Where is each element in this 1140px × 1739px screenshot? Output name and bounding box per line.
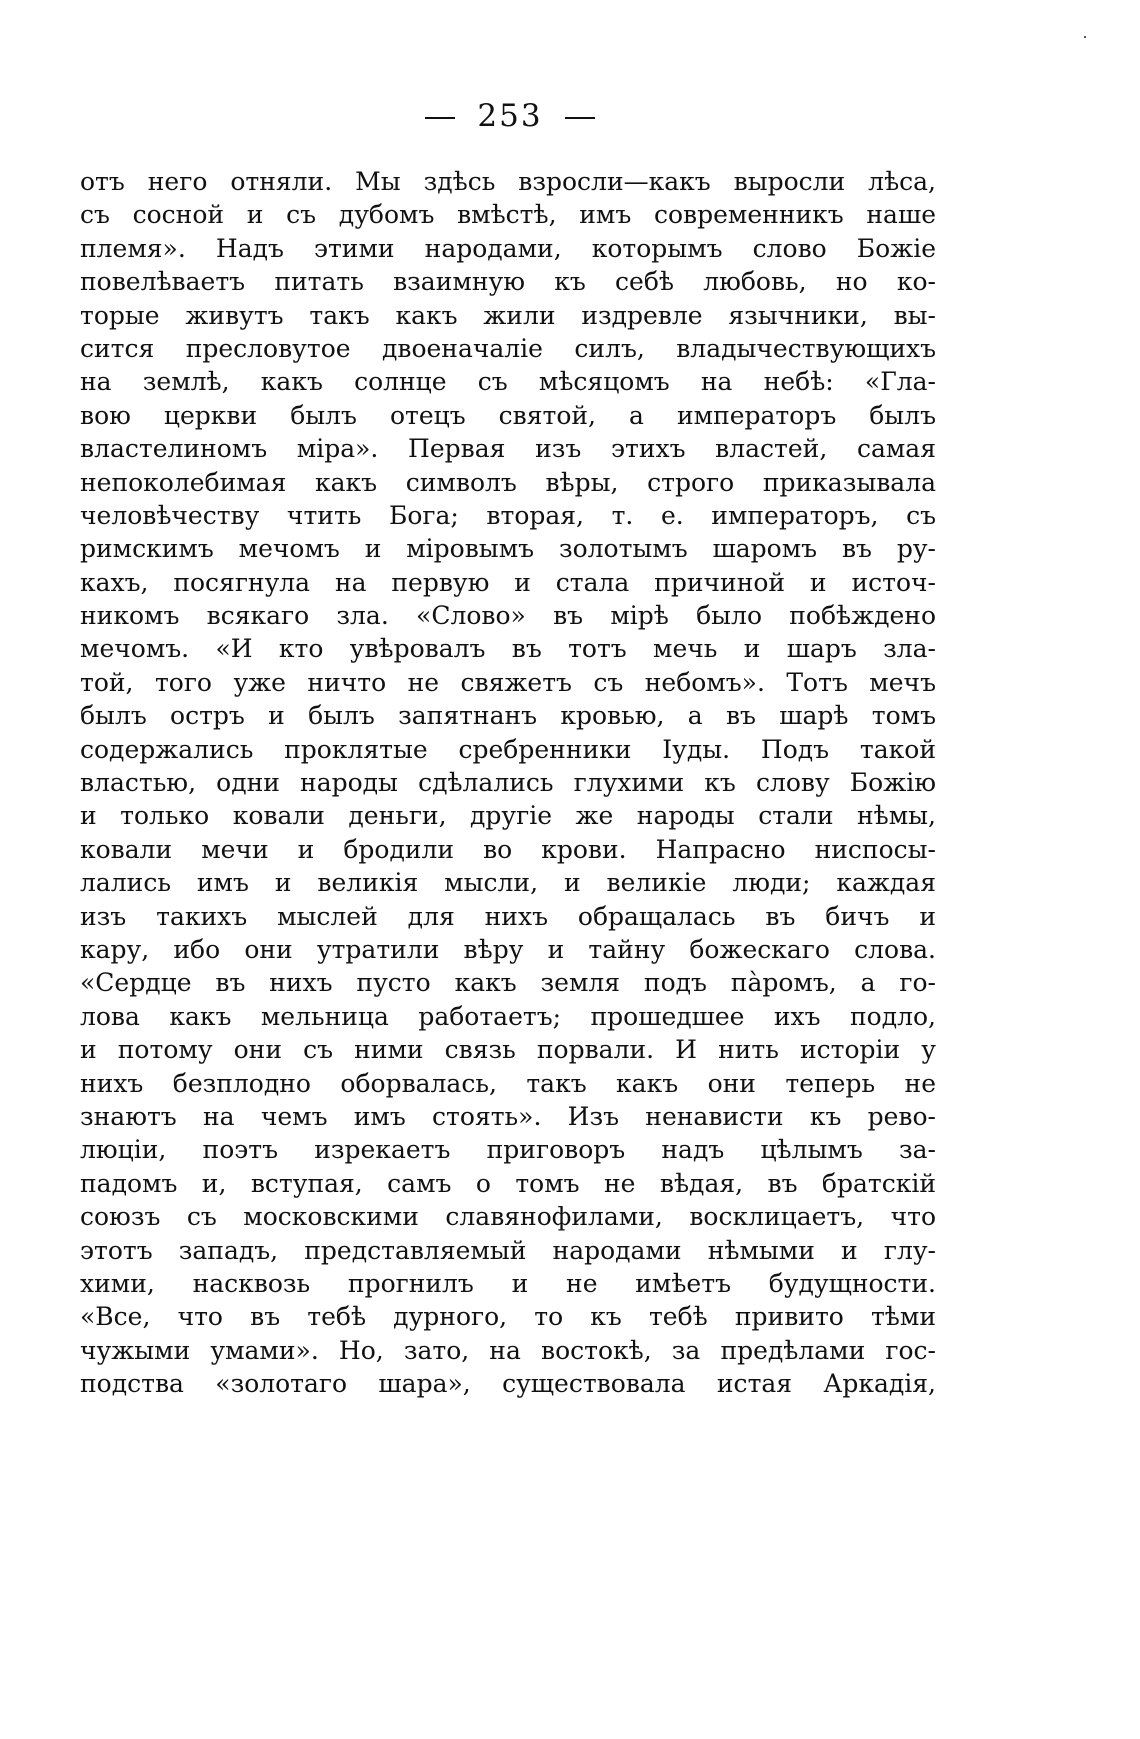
text-line: сится пресловутое двоеначаліе силъ, владычествующихъ xyxy=(80,333,936,363)
text-line: «Сердце въ нихъ пусто какъ земля подъ пàромъ, а го- xyxy=(80,968,936,998)
text-line: на землѣ, какъ солнце съ мѣсяцомъ на небѣ: «Гла- xyxy=(80,367,936,397)
text-line: властью, одни народы сдѣлались глухими къ слову Божію xyxy=(80,768,936,798)
right-dash xyxy=(565,117,595,119)
text-line: подства «золотаго шара», существовала истая Аркадія, xyxy=(80,1369,936,1399)
text-line: содержались проклятые сребренники Іуды. Подъ такой xyxy=(80,734,936,764)
text-line: римскимъ мечомъ и міровымъ золотымъ шаромъ въ ру- xyxy=(80,534,936,564)
text-line: хими, насквозь прогнилъ и не имѣетъ будущности. xyxy=(80,1268,936,1298)
text-line: этотъ западъ, представляемый народами нѣмыми и глу- xyxy=(80,1235,936,1265)
text-line: лова какъ мельница работаетъ; прошедшее ихъ подло, xyxy=(80,1001,936,1031)
scan-speck xyxy=(1084,36,1086,38)
text-line: союзъ съ московскими славянофилами, восклицаетъ, что xyxy=(80,1202,936,1232)
text-line: изъ такихъ мыслей для нихъ обращалась въ бичъ и xyxy=(80,901,936,931)
left-dash xyxy=(425,117,455,119)
text-line: племя». Надъ этими народами, которымъ слово Божіе xyxy=(80,233,936,263)
text-line: и потому они съ ними связь порвали. И нить исторіи у xyxy=(80,1035,936,1065)
text-line: лались имъ и великія мысли, и великіе люди; каждая xyxy=(80,868,936,898)
text-line: кахъ, посягнула на первую и стала причиной и источ- xyxy=(80,567,936,597)
text-line: властелиномъ міра». Первая изъ этихъ властей, самая xyxy=(80,434,936,464)
text-line: знаютъ на чемъ имъ стоять». Изъ ненависти къ рево- xyxy=(80,1101,936,1131)
text-line: вою церкви былъ отецъ святой, а императоръ былъ xyxy=(80,400,936,430)
text-line: ковали мечи и бродили во крови. Напрасно ниспосы- xyxy=(80,834,936,864)
text-line: и только ковали деньги, другіе же народы стали нѣмы, xyxy=(80,801,936,831)
text-line: торые живутъ такъ какъ жили издревле язычники, вы- xyxy=(80,300,936,330)
text-line: той, того уже ничто не свяжетъ съ небомъ». Тотъ мечъ xyxy=(80,667,936,697)
text-line: непоколебимая какъ символъ вѣры, строго приказывала xyxy=(80,467,936,497)
text-line: человѣчеству чтить Бога; вторая, т. е. императоръ, съ xyxy=(80,500,936,530)
text-line: отъ него отняли. Мы здѣсь взросли—какъ выросли лѣса, xyxy=(80,167,936,196)
page-number-header xyxy=(0,98,1020,134)
text-line: нихъ безплодно оборвалась, такъ какъ они теперь не xyxy=(80,1068,936,1098)
text-line: кару, ибо они утратили вѣру и тайну божескаго слова. xyxy=(80,934,936,964)
text-line: повелѣваетъ питать взаимную къ себѣ любовь, но ко- xyxy=(80,267,936,297)
text-line: люціи, поэтъ изрекаетъ приговоръ надъ цѣлымъ за- xyxy=(80,1135,936,1165)
body-text xyxy=(80,165,936,1400)
text-line: мечомъ. «И кто увѣровалъ въ тотъ мечь и шаръ зла- xyxy=(80,634,936,664)
text-line: съ сосной и съ дубомъ вмѣстѣ, имъ современникъ наше xyxy=(80,200,936,230)
text-line: «Все, что въ тебѣ дурного, то къ тебѣ привито тѣми xyxy=(80,1302,936,1332)
text-line: падомъ и, вступая, самъ о томъ не вѣдая, въ братскій xyxy=(80,1168,936,1198)
page-number: 253 xyxy=(477,98,543,134)
text-line: никомъ всякаго зла. «Слово» въ мірѣ было побѣждено xyxy=(80,601,936,631)
text-line: былъ остръ и былъ запятнанъ кровью, а въ шарѣ томъ xyxy=(80,701,936,731)
text-line: чужыми умами». Но, зато, на востокѣ, за предѣлами гос- xyxy=(80,1335,936,1365)
